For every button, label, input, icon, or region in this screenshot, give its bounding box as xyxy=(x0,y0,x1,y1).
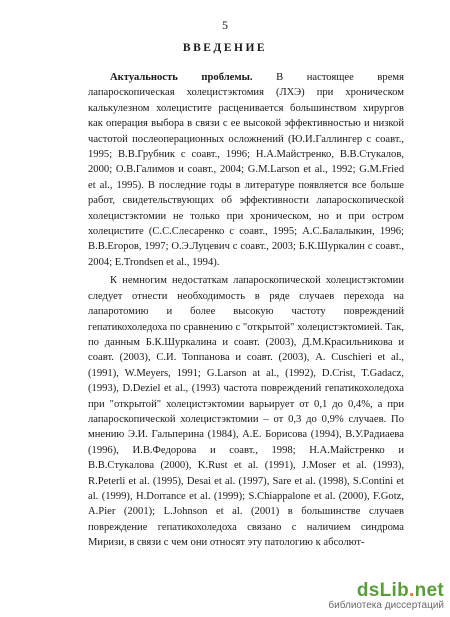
paragraph-relevance xyxy=(88,70,404,270)
paragraph-text: В настоящее время лапароскопическая холецистэктомия (ЛХЭ) при хроническом калькулезном холецистите расценивается большинством хирургов как операция выбора в связи с ее высокой эффективностью и низкой частотой послеоперационных осложнений (Ю.И.Галлингер с соавт., 1995; В.В.Грубник с соавт., 1996; Н.А.Майстренко, В.В.Стукалов, 2000; О.В.Галимов и соавт., 2004; G.M.Larson et al., 1992; G.M.Fried et al., 1995). В последние годы в литературе появляется все больше работ, свидетельствующих об эффективности лапароскопической холецистэктомии не только при хроническом, но и при остром холецистите (С.С.Слесаренко с соавт., 1995; А.С.Балалыкин, 1996; В.В.Егоров, 1997; О.Э.Луцевич с соавт., 2003; Б.К.Шуркалин с соавт., 2004; E.Trondsen et al., 1994). xyxy=(88,72,404,268)
page-number: 5 xyxy=(222,18,228,32)
paragraph-lead: Актуальность проблемы. xyxy=(110,72,253,83)
watermark-subtitle: библиотека диссертаций xyxy=(328,600,444,611)
watermark-logo xyxy=(328,580,444,611)
paragraph-drawbacks: К немногим недостаткам лапароскопической холецистэктомии следует отнести необходимость в ряде случаев перехода на лапаротомию и более высокую частоту повреждений гепатикохоледоха по сравнению с "открытой" холецистэктомией. Так, по данным Б.К.Шуркалина и соавт. (2003), Д.М.Красильникова и соавт. (2003), С.И. Топпанова и соавт. (2003), A. Cuschieri et al., (1991), W.Meyers, 1991; G.Larson at al., (1992), D.Crist, T.Gadacz, (1993), D.Deziel et al., (1993) частота повреждений гепатикохоледоха при "открытой" холецистэктомии варьирует от 0,1 до 0,4%, а при лапароскопической холецистэктомии – от 0,3 до 0,9% случаев. По мнению Э.И. Гальперина (1984), А.Е. Борисова (1994), В.У.Радиаева (1996), И.В.Федорова и соавт., 1998; Н.А.Майстренко и В.В.Стукалова (2000), K.Rust et al. (1991), J.Moser et al. (1993), R.Peterli et al. (1995), Desai et al. (1997), Sare et al. (1998), S.Contini et al. (1999), H.Dorrance et al. (1999); S.Chiappalone et al. (2000), F.Gotz, A.Pier (2001); L.Johnson et al. (2001) в большинстве случаев повреждение гепатикохоледоха связано с наличием синдрома Миризи, в связи с чем они относят эту патологию к абсолют- xyxy=(88,275,404,549)
section-heading: ВВЕДЕНИЕ xyxy=(182,42,268,54)
body-text xyxy=(88,70,404,551)
watermark-wordmark: dsLib.net xyxy=(356,580,444,601)
